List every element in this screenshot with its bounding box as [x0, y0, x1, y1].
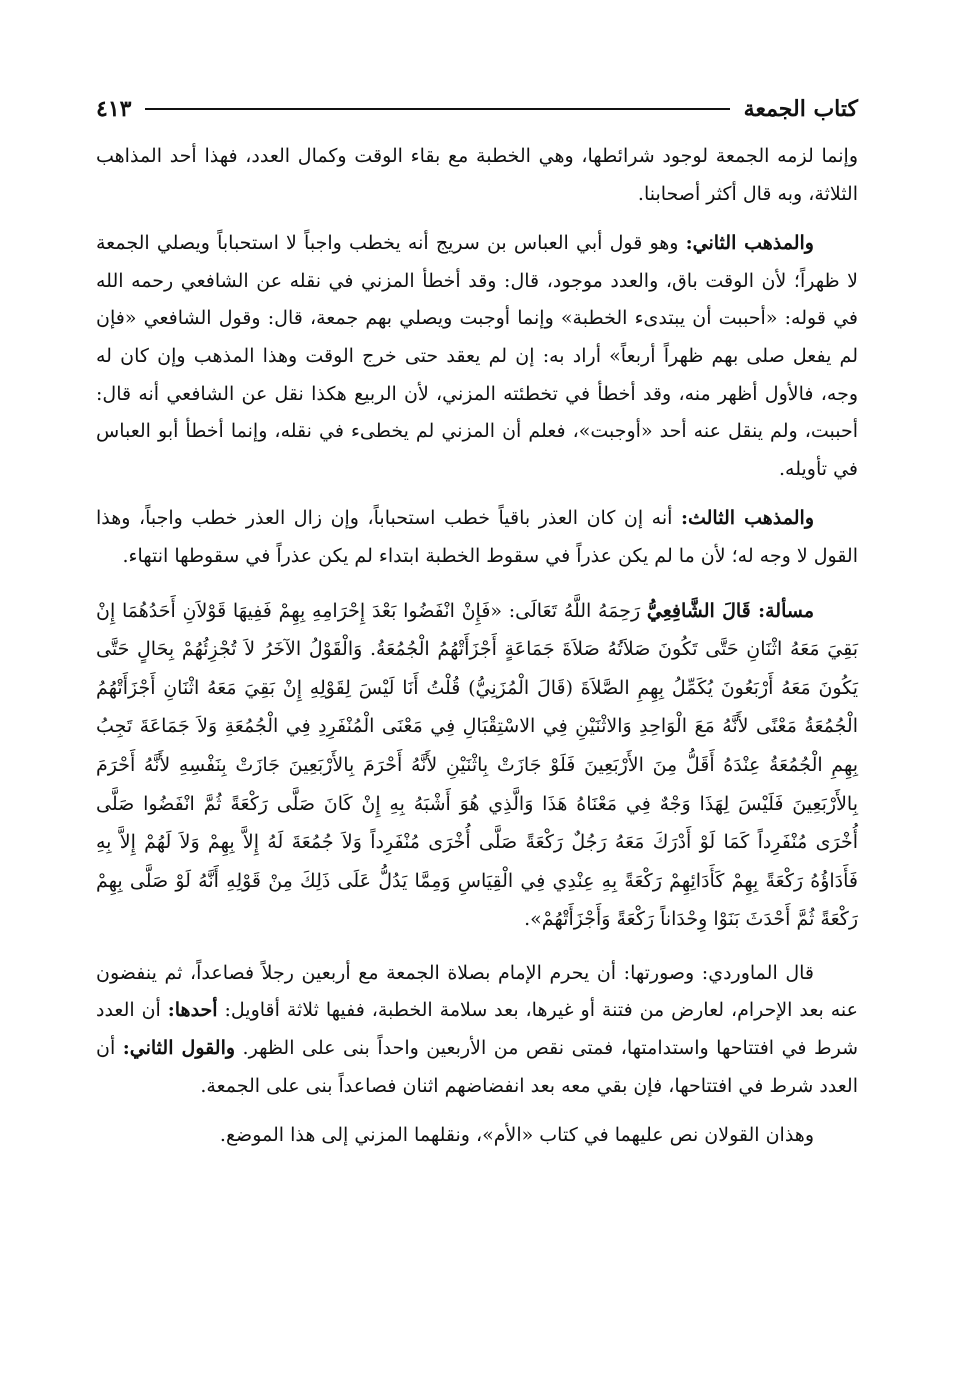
third-opinion-text: أنه إن كان العذر باقياً خطب استحباباً، وإن زال العذر خطب واجباً، وهذا القول لا وجه له؛ لأن ما لم يكن عذراً في سقوط الخطبة ابتداء لم يكن عذراً في سقوطها انتهاء. [96, 507, 858, 567]
third-opinion-heading: والمذهب الثالث: [680, 507, 814, 530]
paragraph-first-opinion: وإنما لزمه الجمعة لوجود شرائطها، وهي الخطبة مع بقاء الوقت وكمال العدد، فهذا أحد المذاهب الثلاثة، وبه قال أكثر أصحابنا. [96, 145, 858, 205]
commentary-paragraph [96, 955, 858, 1105]
masala-text: رَحِمَهُ اللَّهُ تَعَالَى: «فَإِنْ انْفَضُوا بَعْدَ إِحْرَامِهِ بِهِمْ فَفِيهَا قَوْلاَنِ أَحَدُهُمَا إِنْ بَقِيَ مَعَهُ اثْنَانِ حَتَّى تَكُونَ صَلاَتُهُ صَلاَةَ جَمَاعَةٍ أَجْزَأَتْهُمُ الْجُمُعَةُ. وَالْقَوْلُ الآخَرُ لاَ تُجْزِئُهُمْ بِحَالٍ حَتَّى يَكُونَ مَعَهُ أَرْبَعُونَ يُكَمِّلُ بِهِمِ الصَّلاَةَ (قَالَ الْمُزَنِيُّ) قُلْتُ أَنَا لَيْسَ لِقَوْلِهِ إِنْ بَقِيَ مَعَهُ اثْنَانِ أَجْزَأَتْهُمُ الْجُمُعَةُ مَعْنًى لأَنَّهُ مَعَ الْوَاحِدِ وَالاثْنَيْنِ فِي الاسْتِقْبَالِ فِي مَعْنَى الْمُنْفَرِدِ فِي الْجُمُعَةِ وَلاَ جَمَاعَةَ تَجِبُ بِهِمِ الْجُمُعَةُ عِنْدَهُ أَقَلُّ مِنَ الأَرْبَعِينَ فَلَوْ جَازَتْ بِاثْنَيْنِ لأَنَّهُ أَحْرَمَ بِالأَرْبَعِينَ جَازَتْ بِنَفْسِهِ لأَنَّهُ أَحْرَمَ بِالأَرْبَعِينَ فَلَيْسَ لِهَذَا وَجْهٌ فِي مَعْنَاهُ هَذَا وَالَّذِي هُوَ أَشْبَهُ بِهِ إِنْ كَانَ صَلَّى رَكْعَةً ثُمَّ انْفَضُوا صَلَّى أُخْرَى مُنْفَرِداً كَمَا لَوْ أَدْرَكَ مَعَهُ رَجُلٌ رَكْعَةً صَلَّى أُخْرَى مُنْفَرِداً وَلاَ جُمُعَةَ لَهُ إِلاَّ بِهِمْ وَلاَ لَهُمْ إِلاَّ بِهِ فَأَدَاؤُهُ رَكْعَةً بِهِمْ كَأَدَائِهِمْ رَكْعَةً بِهِ عِنْدِي فِي الْقِيَاسِ وَمِمَّا يَدُلُّ عَلَى ذَلِكَ مِنْ قَوْلِهِ أَنَّهُ لَوْ صَلَّى بِهِمْ رَكْعَةً ثُمَّ أَحْدَثَ بَنَوْا وِحْدَاناً رَكْعَةً وَأَجْزَأَتْهُمْ». [96, 599, 858, 931]
page-body [96, 138, 858, 1155]
masala-sheikh-name: قَالَ الشَّافِعِيُّ [646, 599, 759, 622]
running-title: كتاب الجمعة [743, 96, 858, 122]
paragraph-second-opinion [96, 225, 858, 488]
masala-paragraph [96, 592, 858, 939]
page-header [96, 92, 858, 126]
second-opinion-heading: والمذهب الثاني: [685, 232, 814, 255]
second-opinion-text: وهو قول أبي العباس بن سريج أنه يخطب واجباً لا استحباباً ويصلي الجمعة لا ظهراً؛ لأن الوقت باق، والعدد موجود، قال: وقد أخطأ المزني في نقله عن الشافعي رحمه الله في قوله: «أحببت أن يبتدىء الخطبة» وإنما أوجبت ويصلي بهم جمعة، قال: وقول الشافعي «فإن لم يفعل صلى بهم ظهراً أربعاً» أراد به: إن لم يعقد حتى خرج الوقت وهذا المذهب وإن كان له وجه، فالأول أظهر منه، وقد أخطأ في تخطئته المزني، لأن الربيع هكذا نقل عن الشافعي أنه قال: أحببت، ولم ينقل عنه أحد «أوجبت»، فعلم أن المزني لم يخطىء في نقله، وإنما أخطأ أبو العباس في تأويله. [96, 232, 858, 480]
paragraph-third-opinion [96, 500, 858, 575]
commentary-intro: قال الماوردي: وصورتها: أن يحرم الإمام بصلاة الجمعة مع أربعين رجلاً فصاعداً، ثم ينفضون عنه بعد الإحرام، لعارض من فتنة أو غيرها، بعد سلامة الخطبة، ففيها ثلاثة أقاويل: [96, 961, 858, 1022]
masala-label: مسألة: [758, 599, 814, 622]
closing-paragraph: وهذان القولان نص عليهما في كتاب «الأم»، ونقلهما المزني إلى هذا الموضع. [219, 1124, 814, 1147]
header-rule [145, 108, 729, 110]
second-view-text: أن العدد شرط في افتتاحها، فإن بقي معه بعد انفضاضهم اثنان فصاعداً بنى على الجمعة. [96, 1037, 858, 1097]
second-view-heading: والقول الثاني: [122, 1037, 236, 1060]
first-view-heading: أحدها: [167, 999, 218, 1022]
first-view-text: أن العدد شرط في افتتاحها واستدامتها، فمتى نقص من الأربعين واحداً بنى على الظهر. [96, 999, 858, 1060]
page-number: ٤١٣ [96, 96, 132, 122]
